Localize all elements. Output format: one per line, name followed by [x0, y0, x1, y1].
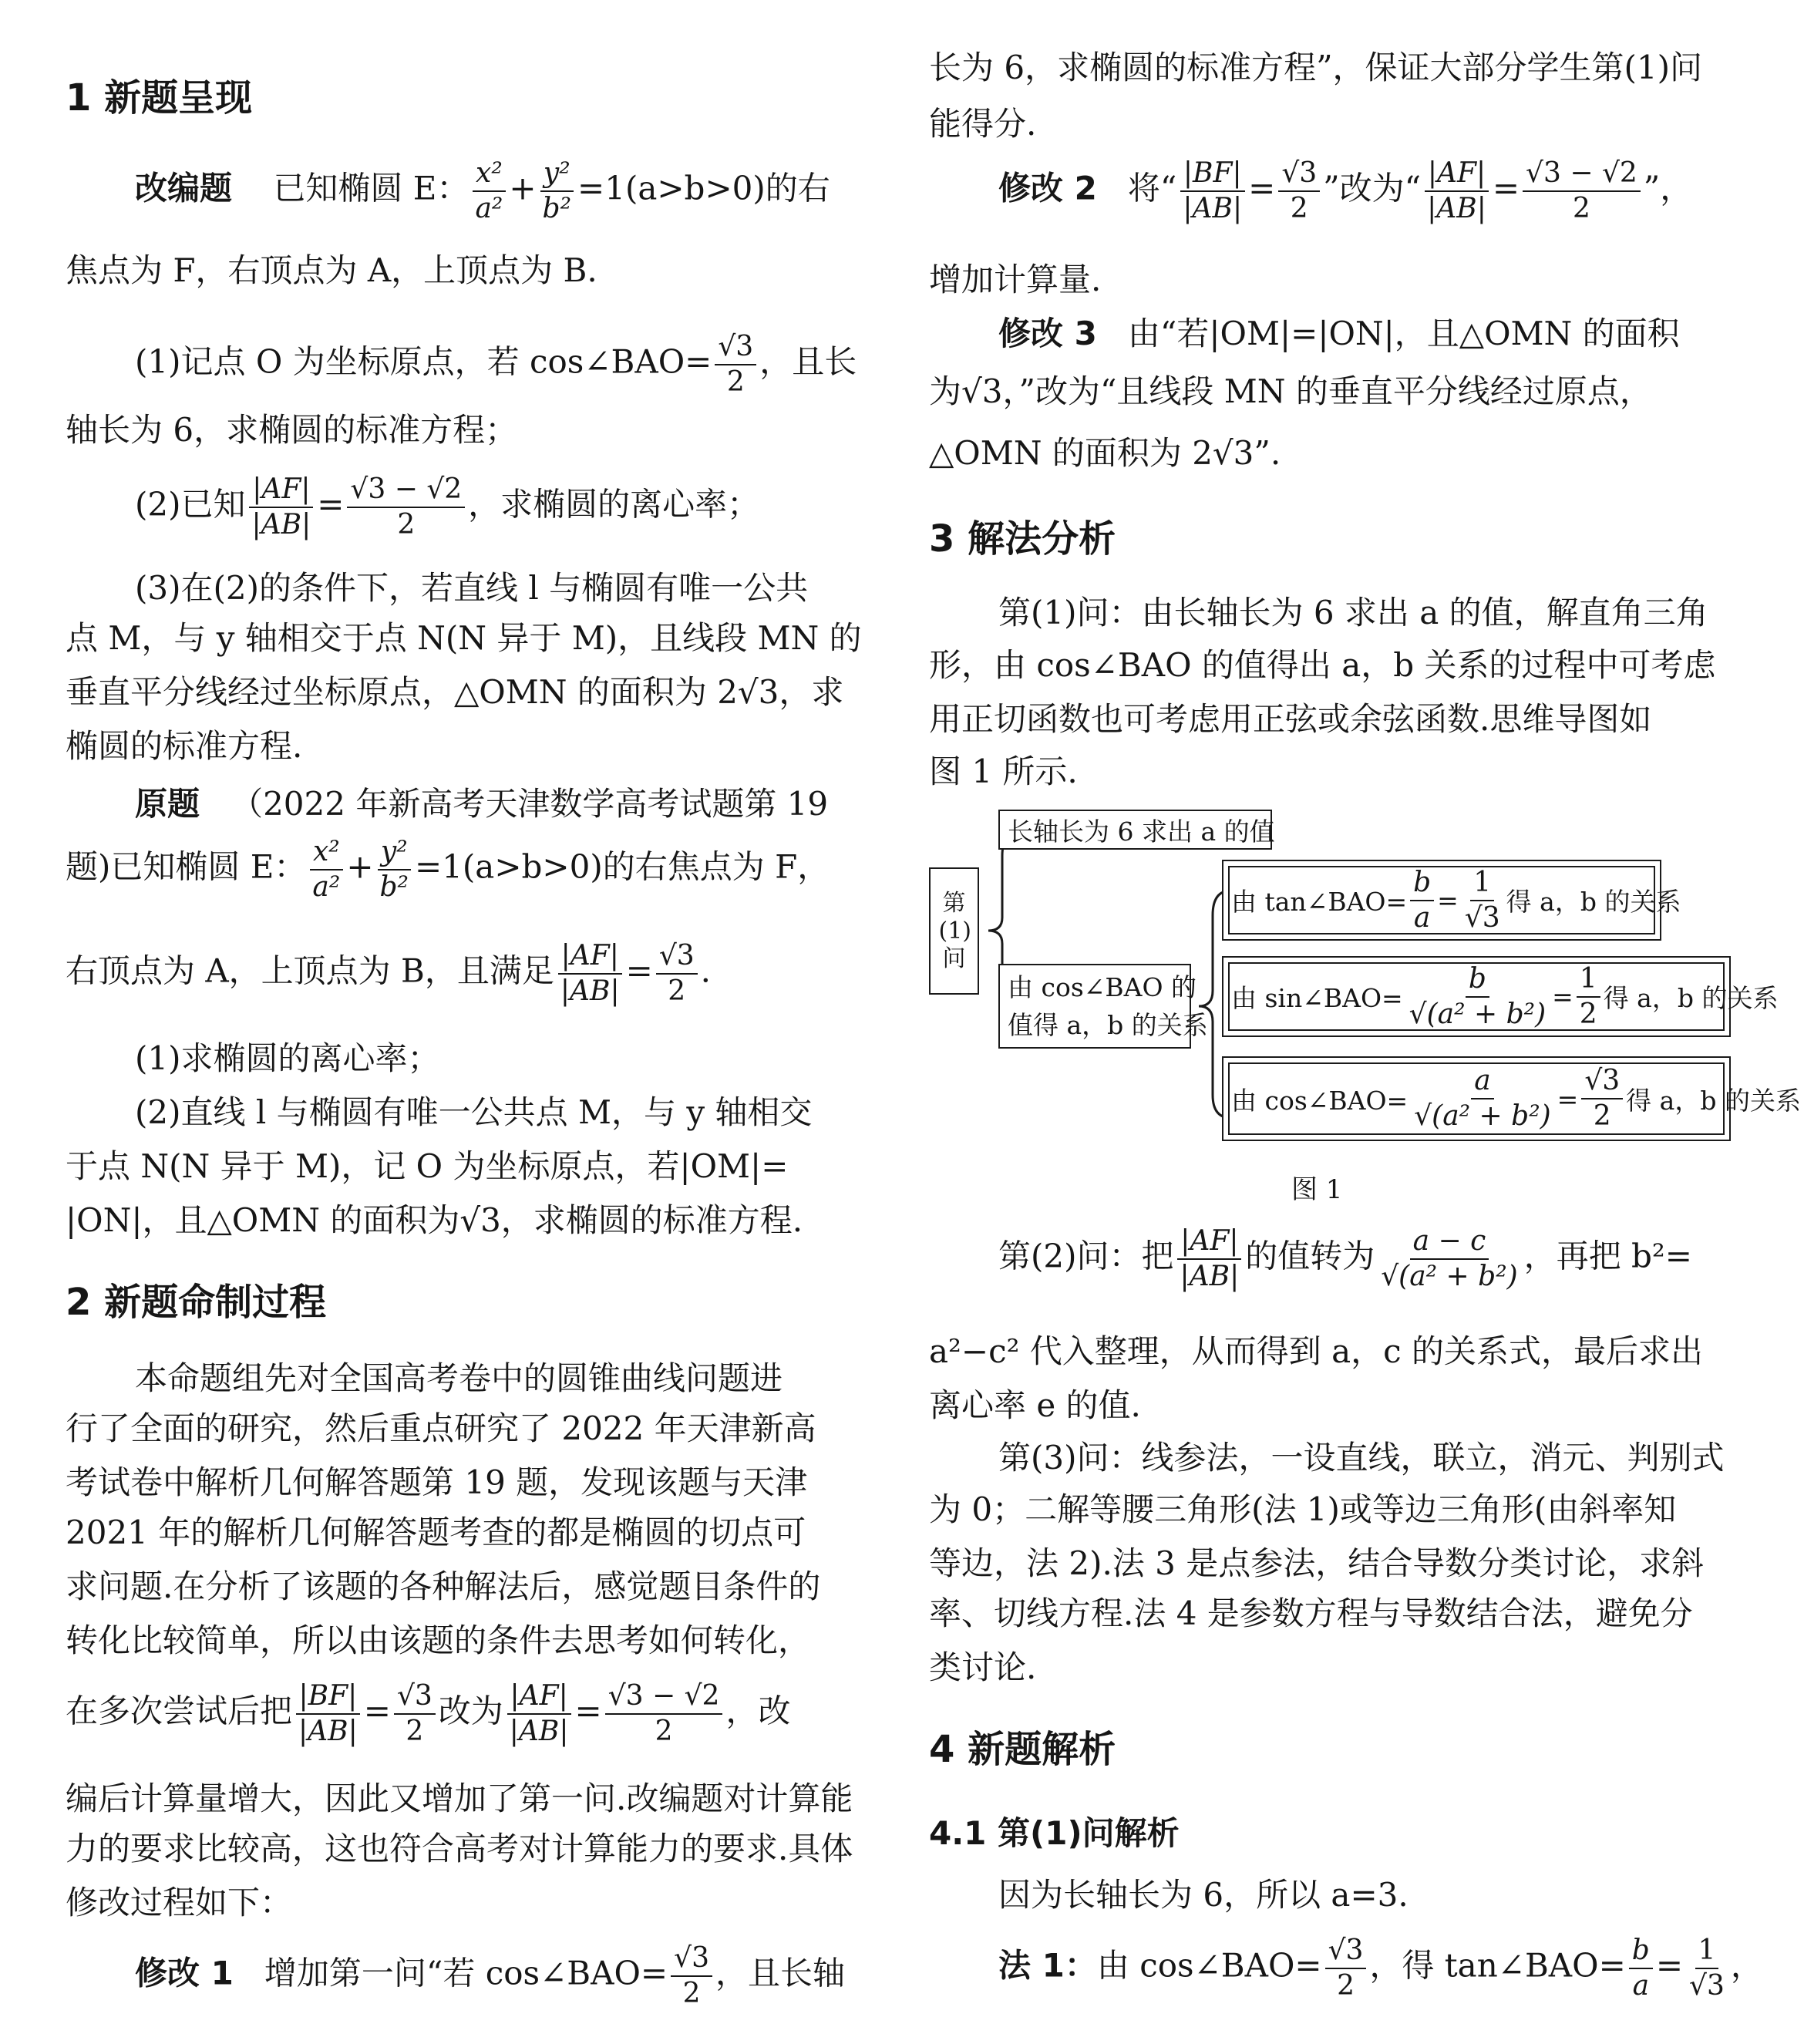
- fraction: $\frac{√3 - √2}{2}$: [347, 474, 465, 540]
- section-3-title: 3 解法分析: [929, 517, 1116, 561]
- fraction: $\frac{√3}{2}$: [671, 1943, 712, 2009]
- fraction: $\frac{|BF|}{|AB|}$: [295, 1681, 361, 1746]
- fraction: $\frac{√3 - √2}{2}$: [605, 1681, 723, 1746]
- modification-1-cont-line-1: 长为 6，求椭圆的标准方程”，保证大部分学生第(1)问: [929, 49, 1703, 86]
- section-4-1-line-1: 因为长轴长为 6，所以 a=3.: [998, 1876, 1409, 1914]
- section-2-line-2: 行了全面的研究，然后重点研究了 2022 年天津新高: [66, 1409, 816, 1447]
- original-question-2-line-2: 于点 N(N 异于 M)，记 O 为坐标原点，若|OM|=: [66, 1147, 789, 1185]
- section-3-line-3: 用正切函数也可考虑用正弦或余弦函数.思维导图如: [929, 700, 1652, 738]
- fraction: $\frac{\text{x²}}{\text{a²}}$: [309, 837, 343, 902]
- section-3-q3-line-3: 等边，法 2).法 3 是点参法，结合导数分类讨论，求斜: [929, 1544, 1705, 1582]
- mind-map-node-long-axis: 长轴长为 6 求出 a 的值: [998, 810, 1272, 850]
- fraction: $\frac{|AF|}{|AB|}$: [1424, 158, 1489, 224]
- section-3-q2-line-2: a²−c² 代入整理，从而得到 a，c 的关系式，最后求出: [929, 1332, 1704, 1370]
- fraction: $\frac{√3}{2}$: [394, 1681, 436, 1746]
- fraction: $\frac{√3}{2}$: [656, 941, 698, 1006]
- section-3-q2-line-3: 离心率 e 的值.: [929, 1386, 1141, 1424]
- section-3-line-4: 图 1 所示.: [929, 753, 1078, 790]
- section-2-line-3: 考试卷中解析几何解答题第 19 题，发现该题与天津: [66, 1463, 808, 1501]
- modification-2-line: 修改 2 将“ $\frac{|BF|}{|AB|}$ = $\frac{√3}{2}$ ”改为“ $\frac{|AF|}{|AB|}$ = $\frac{√3 - √2}{2}$ ”，: [998, 157, 1693, 224]
- modification-3-line-1: 修改 3 由“若|OM|=|ON|，且△OMN 的面积: [998, 315, 1680, 352]
- fraction: $\frac{√3}{2}$: [715, 332, 756, 397]
- fraction: $\frac{|AF|}{|AB|}$: [507, 1681, 572, 1746]
- modification-1-line: 修改 1 增加第一问“若 cos∠BAO= $\frac{√3}{2}$ ，且长轴: [135, 1942, 845, 2009]
- modification-3-line-2: 为√3，”改为“且线段 MN 的垂直平分线经过原点，: [929, 372, 1652, 410]
- fraction: $\frac{|AF|}{|AB|}$: [249, 474, 315, 540]
- fraction: $\frac{|BF|}{|AB|}$: [1180, 158, 1245, 224]
- modification-1-cont-line-2: 能得分.: [929, 105, 1037, 143]
- fraction: $\frac{1}{√3}$: [1689, 1935, 1725, 2002]
- question-1-line-1: (1)记点 O 为坐标原点，若 cos∠BAO= $\frac{√3}{2}$ ，且长: [135, 331, 857, 398]
- fraction: $\frac{√3 - √2}{2}$: [1523, 158, 1641, 224]
- mind-map-node-tan: 由 tan∠BAO= $\frac{b}{a}$ = $\frac{1}{√3}$ 得 a，b 的关系: [1222, 860, 1661, 941]
- question-3-line-2: 点 M，与 y 轴相交于点 N(N 异于 M)，且线段 MN 的: [66, 619, 862, 657]
- method-1-label: 法 1：: [998, 1946, 1097, 1985]
- adapted-label: 改编题: [135, 169, 233, 207]
- fraction: $\frac{b}{a}$: [1629, 1935, 1653, 2001]
- section-2-line-8: 编后计算量增大，因此又增加了第一问.改编题对计算能: [66, 1780, 853, 1817]
- fraction: $\frac{b}{a}$: [1410, 867, 1434, 933]
- section-3-q3-line-2: 为 0；二解等腰三角形(法 1)或等边三角形(由斜率知: [929, 1490, 1677, 1528]
- section-3-line-2: 形，由 cos∠BAO 的值得出 a，b 关系的过程中可考虑: [929, 646, 1716, 684]
- fraction: $\frac{√3}{2}$: [1325, 1935, 1367, 2001]
- modification-2-label: 修改 2: [998, 169, 1097, 207]
- question-3-line-1: (3)在(2)的条件下，若直线 l 与椭圆有唯一公共: [135, 569, 809, 607]
- mind-map-node-cos-value: 由 cos∠BAO 的 值得 a，b 的关系: [998, 964, 1191, 1049]
- section-2-line-5: 求问题.在分析了该题的各种解法后，感觉题目条件的: [66, 1568, 821, 1605]
- mind-map-node-cos: 由 cos∠BAO= $\frac{a}{\text{√(a² + b²)}}$ = $\frac{√3}{2}$ 得 a，b 的关系: [1222, 1056, 1731, 1141]
- section-3-q3-line-1: 第(3)问：线参法，一设直线，联立，消元、判别式: [998, 1439, 1725, 1477]
- fraction: $\frac{\text{y²}}{\text{b²}}$: [377, 837, 412, 902]
- fraction: $\frac{\text{x²}}{\text{a²}}$: [472, 158, 506, 224]
- section-2-line-6: 转化比较简单，所以由该题的条件去思考如何转化，: [66, 1621, 811, 1659]
- fraction: $\frac{1}{√3}$: [1464, 866, 1500, 934]
- section-2-line-7: 在多次尝试后把 $\frac{|BF|}{|AB|}$ = $\frac{√3}{2}$ 改为 $\frac{|AF|}{|AB|}$ = $\frac{√3 - √2}{2}$ ，改: [66, 1680, 791, 1747]
- section-4-title: 4 新题解析: [929, 1728, 1116, 1771]
- section-2-line-9: 力的要求比较高，这也符合高考对计算能力的要求.具体: [66, 1830, 853, 1867]
- section-2-title: 2 新题命制过程: [66, 1281, 327, 1324]
- mind-map-root: 第(1)问: [929, 867, 979, 995]
- fraction: $\frac{b}{\text{√(a² + b²)}}$: [1409, 962, 1547, 1030]
- original-question-2-line-3: |ON|，且△OMN 的面积为√3，求椭圆的标准方程.: [66, 1201, 803, 1239]
- fraction: $\frac{|AF|}{|AB|}$: [557, 941, 623, 1006]
- adapted-problem-line-1: 改编题 已知椭圆 E： $\frac{\text{x²}}{\text{a²}}$ + $\frac{\text{y²}}{\text{b²}}$ =1(a>b>0)的右: [135, 157, 830, 224]
- fraction: $\frac{a - c}{\text{√(a² + b²)}}$: [1381, 1225, 1518, 1292]
- modification-3-line-3: △OMN 的面积为 2√3”.: [929, 434, 1281, 472]
- mind-map-node-sin: 由 sin∠BAO= $\frac{b}{\text{√(a² + b²)}}$ = $\frac{1}{2}$ 得 a，b 的关系: [1222, 956, 1731, 1037]
- original-problem-line-3: 右顶点为 A，上顶点为 B，且满足 $\frac{|AF|}{|AB|}$ = $\frac{√3}{2}$ .: [66, 940, 712, 1007]
- section-3-q3-line-4: 率、切线方程.法 4 是参数方程与导数结合法，避免分: [929, 1594, 1693, 1632]
- modification-3-label: 修改 3: [998, 315, 1097, 352]
- fraction: $\frac{1}{2}$: [1577, 964, 1600, 1029]
- method-1-line: 法 1：由 cos∠BAO= $\frac{√3}{2}$ ，得 tan∠BAO= $\frac{b}{a}$ = $\frac{1}{√3}$ ，: [998, 1935, 1763, 2002]
- adapted-problem-line-2: 焦点为 F，右顶点为 A，上顶点为 B.: [66, 251, 597, 289]
- modification-1-label: 修改 1: [135, 1954, 234, 1992]
- original-question-1: (1)求椭圆的离心率；: [135, 1039, 440, 1077]
- section-4-1-title: 4.1 第(1)问解析: [929, 1814, 1180, 1852]
- question-2-line: (2)已知 $\frac{|AF|}{|AB|}$ = $\frac{√3 - √2}{2}$ ，求椭圆的离心率；: [135, 473, 760, 540]
- section-3-q2-line-1: 第(2)问：把 $\frac{|AF|}{|AB|}$ 的值转为 $\frac{a - c}{\text{√(a² + b²)}}$ ，再把 b²=: [998, 1225, 1692, 1292]
- fraction: $\frac{a}{\text{√(a² + b²)}}$: [1414, 1065, 1551, 1132]
- figure-caption: 图 1: [1291, 1174, 1343, 1205]
- section-2-line-4: 2021 年的解析几何解答题考查的都是椭圆的切点可: [66, 1514, 806, 1551]
- question-3-line-4: 椭圆的标准方程.: [66, 727, 303, 765]
- fraction: $\frac{|AF|}{|AB|}$: [1177, 1226, 1243, 1291]
- original-label: 原题: [135, 785, 200, 823]
- original-problem-line-1: 原题 （2022 年新高考天津数学高考试题第 19: [135, 785, 829, 823]
- question-3-line-3: 垂直平分线经过坐标原点，△OMN 的面积为 2√3，求: [66, 673, 844, 711]
- section-2-line-1: 本命题组先对全国高考卷中的圆锥曲线问题进: [135, 1359, 783, 1397]
- modification-2-line-2: 增加计算量.: [929, 261, 1102, 298]
- section-3-line-1: 第(1)问：由长轴长为 6 求出 a 的值，解直角三角: [998, 594, 1708, 631]
- fraction: $\frac{\text{y²}}{\text{b²}}$: [540, 158, 574, 224]
- mind-map-figure: [929, 802, 1801, 1141]
- original-problem-line-2: 题)已知椭圆 E： $\frac{\text{x²}}{\text{a²}}$ + $\frac{\text{y²}}{\text{b²}}$ =1(a>b>0)的右焦点为 F，: [66, 836, 830, 903]
- section-2-line-10: 修改过程如下：: [66, 1884, 293, 1921]
- original-question-2-line-1: (2)直线 l 与椭圆有唯一公共点 M，与 y 轴相交: [135, 1093, 813, 1131]
- section-1-title: 1 新题呈现: [66, 76, 253, 120]
- section-3-q3-line-5: 类讨论.: [929, 1648, 1037, 1686]
- fraction: $\frac{√3}{2}$: [1278, 158, 1320, 224]
- fraction: $\frac{√3}{2}$: [1581, 1066, 1623, 1131]
- question-1-line-2: 轴长为 6，求椭圆的标准方程；: [66, 411, 518, 449]
